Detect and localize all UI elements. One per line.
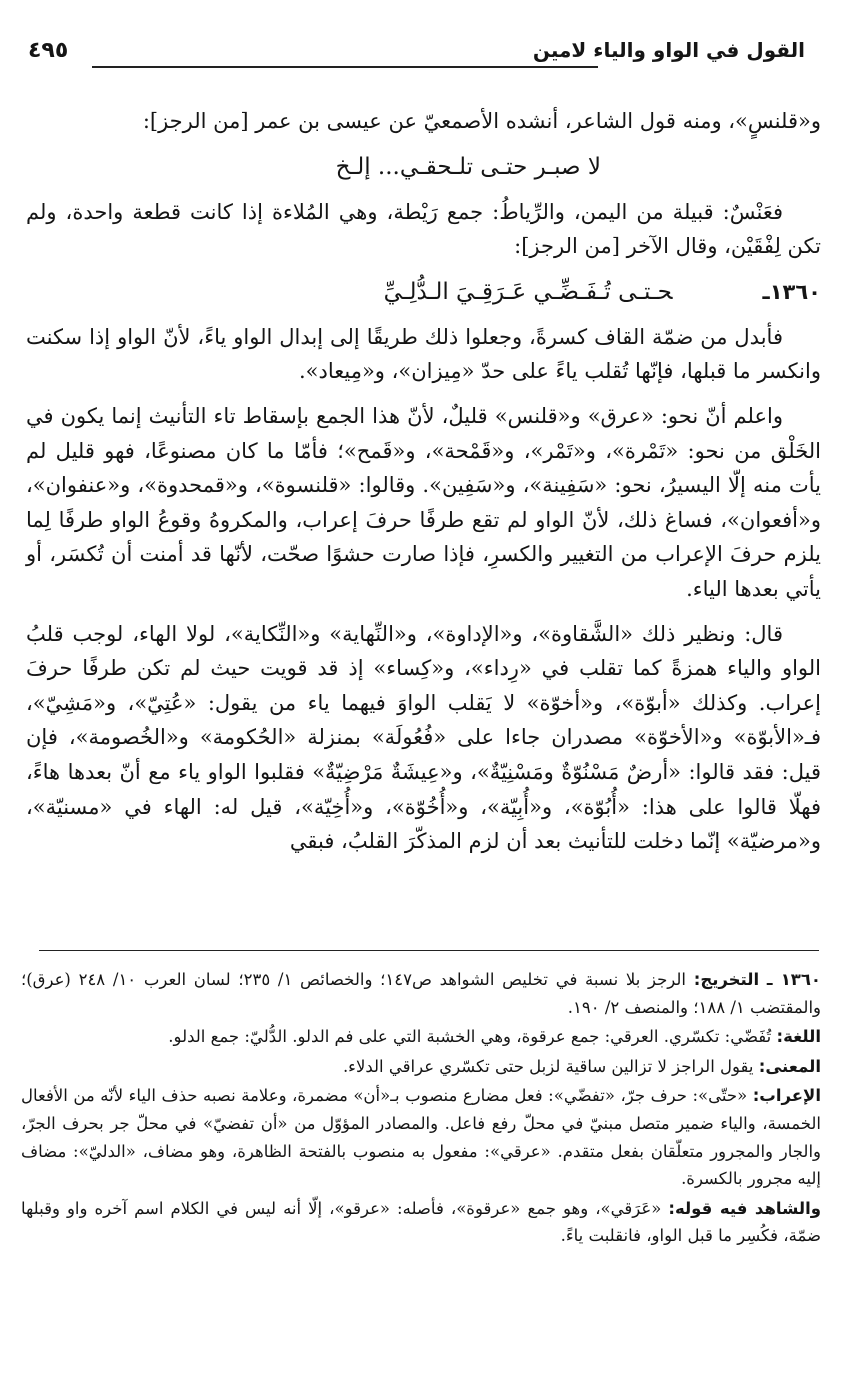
verse-2-line [26,270,821,314]
footnote-takhrij [21,966,821,1021]
footnote-irab [21,1082,821,1192]
paragraph-1: و«قلنسٍ»، ومنه قول الشاعر، أنشده الأصمعيّ عن عيسى بن عمر [من الرجز]: [142,109,821,133]
irab-label: الإعراب: [752,1086,821,1106]
takhrij-label: التخريج: [693,970,760,989]
footnotes [21,966,821,1252]
header-rule [92,66,598,68]
paragraph-4: واعلم أنّ نحو: «عرق» و«قلنس» قليلٌ، لأنّ هذا الجمع بإسقاط تاء التأنيث إنما يكون في الخَلْق من نحو: «تَمْرة»، و«تَمْر»، و«قَمْحة»، و«قَمح»؛ فأمّا ما كان مصنوعًا، فهو قليل لم يأت منه إلّا اليسيرُ، نحو: «سَفِينة»، و«سَفِين». وقالوا: «قلنسوة»، و«قمحدوة»، و«عنفوان»، و«أفعوان»، فساغ ذلك، لأنّ الواو لم تقع طرفًا حرفَ إعراب، والمكروهُ وقوعُ الواو طرفًا لِما يلزم حرفَ الإعراب من التغيير والكسرِ، فإذا صارت حشوًا صحّت، لأنّها قد أمنت أن تُكسَر، أو يأتي بعدها الياء. [26,403,821,601]
paragraph-3: فأبدل من ضمّة القاف كسرةً، وجعلوا ذلك طريقًا إلى إبدال الواو ياءً، لأنّ الواو إذا سكنت وانكسر ما قبلها، فإنّها تُقلب ياءً على حدّ «مِيزان»، و«مِيعاد». [26,324,821,384]
verse-2: حـتـى تُـفَـضِّـي عَـرَقِـيَ الـدُّلِـيِّ [383,278,673,305]
paragraph-5: قال: ونظير ذلك «الشَّقاوة»، و«الإداوة»، و«النِّهاية» و«النِّكاية»، لولا الهاء، لوجب قلبُ الواو والياء همزةً كما تقلب في «رِداء»، و«كِساء» إذ قد قويت حيث لم تكن طرفًا حرفَ إعراب. وكذلك «أبوّة»، و«أخوّة» لا يَقلب الواوَ فيهما ياء من يقول: «عُتِيّ»، و«مَشِيّ»، فـ«الأبوّة» و«الأخوّة» مصدران جاءا على «فُعُولَة» بمنزلة «الحُكومة» و«الخُصومة»، فإن قيل: فقد قالوا: «أرضٌ مَسْنُوّةٌ ومَسْنِيّةٌ»، و«عِيشَةٌ مَرْضِيّةٌ» فقلبوا الواو ياء مع أنّ بعدها هاءً، فهلّا قالوا على هذا: «أُبُوّة»، و«أُبِيّة»، و«أُخُوّة»، و«أُخِيّة»، قيل له: الهاء في «مسنيّة»، و«مرضيّة» إنّما دخلت للتأنيث بعد أن لزم المذكّرَ القلبُ، فبقي [26,621,821,854]
footnote-mana [21,1053,821,1081]
lugha-text: تُفَضّي: تكسّري. العرقي: جمع عرقوة، وهي الخشبة التي على فم الدلو. الدُّليّ: جمع الدلو. [168,1027,772,1047]
shahid-text: «عَرَقي»، وهو جمع «عرقوة»، فأصله: «عرقو»، إلّا أنه ليس في الكلام اسم آخره واو وقبلها ضمّة، فكُسِر ما قبل الواو، فانقلبت ياءً. [21,1198,821,1246]
mana-label: المعنى: [758,1056,821,1076]
lugha-label: اللغة: [776,1027,821,1047]
verse-1: لا صبـر حتـى تلـحقـي... إلـخ [335,153,601,180]
shahid-label: والشاهد فيه قوله: [668,1198,821,1218]
footnote-separator [39,950,819,951]
verse-number: ١٣٦٠ـ [762,279,821,304]
footnote-shahid [21,1195,821,1250]
paragraph-2: فعَنْسٌ: قبيلة من اليمن، والرِّياطُ: جمع رَيْطة، وهي المُلاءة إذا كانت قطعة واحدة، ولم تكن لِفْقَيْن، وقال الآخر [من الرجز]: [26,199,821,259]
irab-text: «حتّى»: حرف جرّ، «تفضّي»: فعل مضارع منصوب بـ«أن» مضمرة، وعلامة نصبه حذف الياء لأنّه من الأفعال الخمسة، والياء ضمير متصل مبنيّ في محلّ رفع فاعل. والمصادر المؤوّل من «أن تفضيّ» في محلّ جر بحرف الجرّ، والجار والمجرور متعلّقان بفعل متقدم. «عرقي»: مفعول به منصوب بالفتحة الظاهرة، وهو مضاف، «الدليّ»: مضاف إليه مجرور بالكسرة. [21,1086,821,1189]
footnote-number: ١٣٦٠ ـ [766,970,821,989]
page-number: ٤٩٥ [28,38,69,63]
mana-text: يقول الراجز لا تزالين ساقية لزبل حتى تكسّري عراقي الدلاء. [342,1056,754,1076]
takhrij-text: الرجز بلا نسبة في تخليص الشواهد ص١٤٧؛ والخصائص ١/ ٢٣٥؛ لسان العرب ١٠/ ٢٤٨ (عرق)؛ والمقتضب ١/ ١٨٨؛ والمنصف ٢/ ١٩٠. [21,970,821,1017]
footnote-lugha [21,1023,821,1051]
running-title: القول في الواو والياء لامين [532,38,805,62]
main-text [26,104,821,859]
